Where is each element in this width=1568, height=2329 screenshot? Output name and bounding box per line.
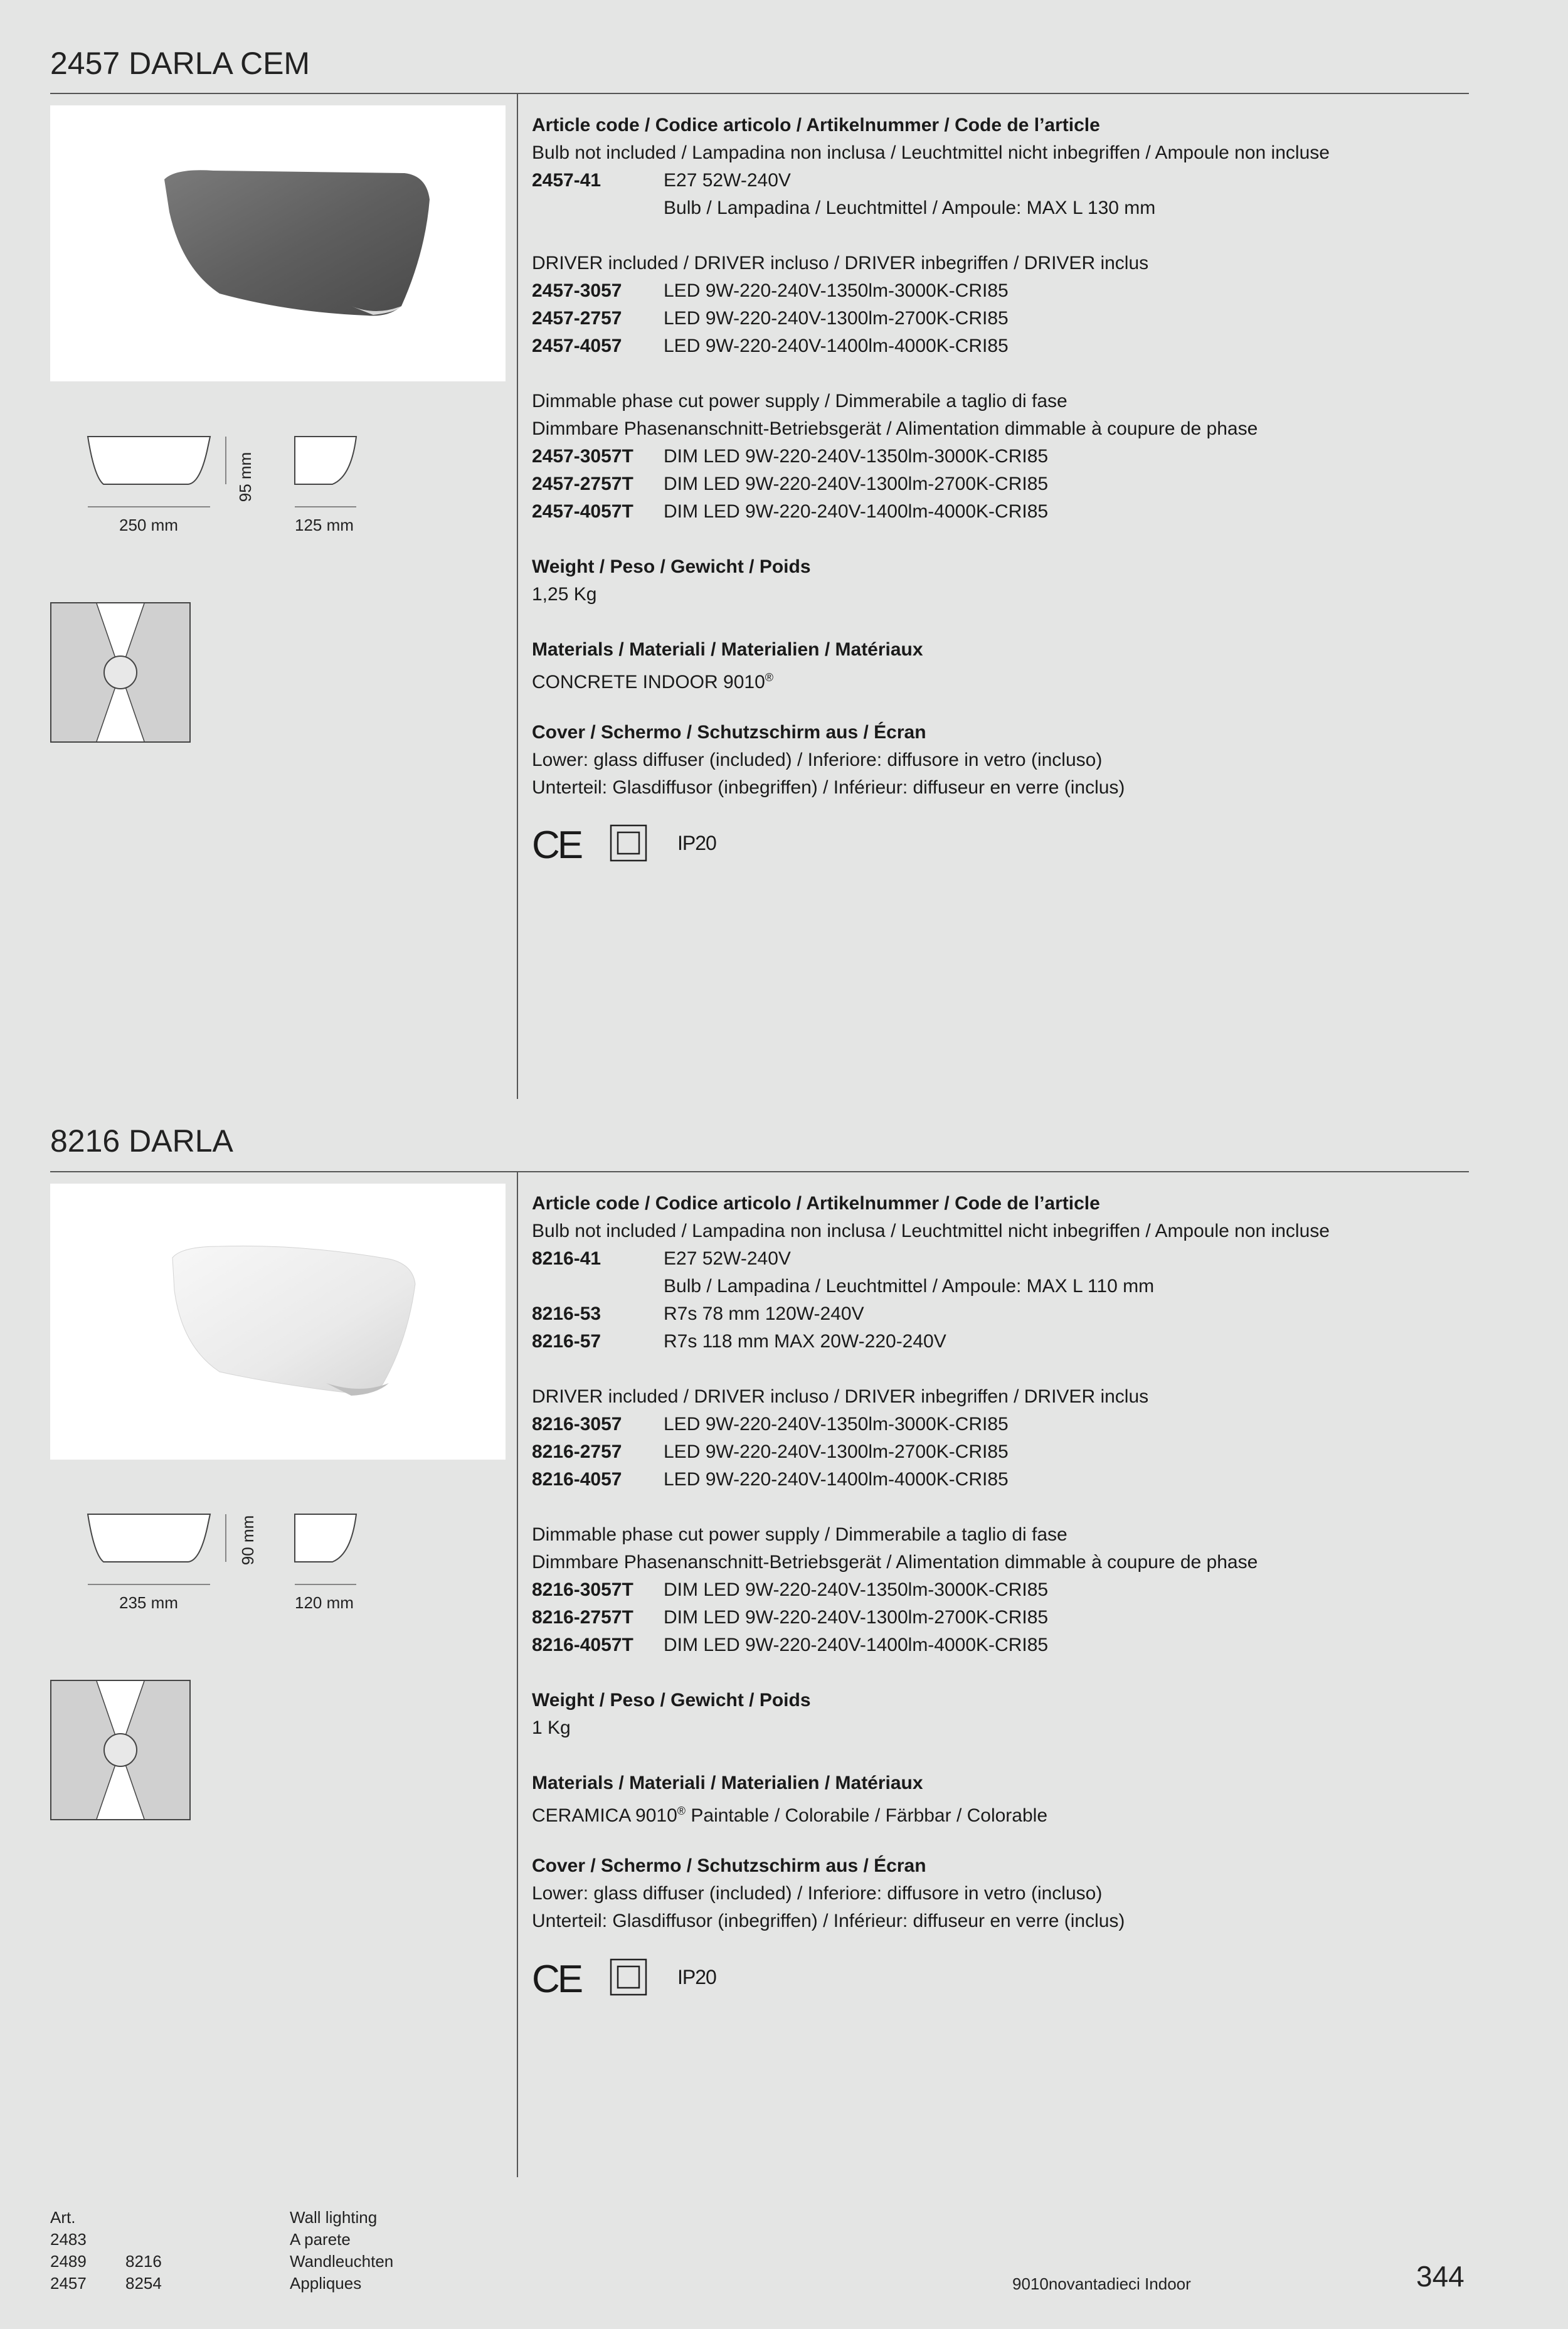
cover-line: Unterteil: Glasdiffusor (inbegriffen) / Inférieur: diffuseur en verre (inclus) — [532, 1911, 1125, 1931]
article-desc: DIM LED 9W-220-240V-1350lm-3000K-CRI85 — [664, 446, 1049, 467]
article-code: 2457-3057T — [532, 446, 633, 467]
article-code: 8216-3057T — [532, 1579, 633, 1600]
materials-name: CERAMICA 9010 — [532, 1805, 677, 1826]
category-line: Appliques — [290, 2274, 362, 2293]
spec-row — [532, 167, 1466, 194]
spec-row — [532, 1466, 1466, 1493]
article-desc: E27 52W-240V — [664, 170, 791, 191]
category-line: Wandleuchten — [290, 2252, 394, 2271]
footer-art-label: Art. — [50, 2208, 76, 2227]
footer-art-code: 8216 — [125, 2252, 162, 2271]
ceramic-lamp-image — [50, 1184, 506, 1460]
article-code: 2457-4057T — [532, 501, 633, 522]
column-divider — [517, 94, 518, 1099]
registered-mark: ® — [677, 1805, 686, 1817]
footer-art-code: 2489 — [50, 2252, 87, 2271]
cover-line: Unterteil: Glasdiffusor (inbegriffen) / Inférieur: diffuseur en verre (inclus) — [532, 777, 1125, 798]
article-desc: LED 9W-220-240V-1400lm-4000K-CRI85 — [664, 336, 1009, 356]
spec-row — [532, 1245, 1466, 1273]
materials-header: Materials / Materiali / Materialien / Matériaux — [532, 639, 923, 660]
article-code: 2457-2757T — [532, 474, 633, 494]
footer-category — [290, 2207, 393, 2295]
materials-name: CONCRETE INDOOR 9010 — [532, 672, 765, 692]
materials-suffix: Paintable / Colorabile / Färbbar / Colorable — [686, 1805, 1048, 1826]
cover-line: Lower: glass diffuser (included) / Inferiore: diffusore in vetro (incluso) — [532, 1883, 1103, 1904]
category-line: A parete — [290, 2230, 351, 2249]
footer-brand: 9010novantadieci Indoor — [1012, 2274, 1191, 2293]
materials-value — [532, 1797, 1466, 1825]
bulb-note: Bulb not included / Lampadina non inclusa / Leuchtmittel nicht inbegriffen / Ampoule non incluse — [532, 142, 1330, 163]
title-rule — [50, 93, 1469, 94]
article-desc: LED 9W-220-240V-1350lm-3000K-CRI85 — [664, 280, 1009, 301]
category-line: Wall lighting — [290, 2208, 378, 2227]
cover-header: Cover / Schermo / Schutzschirm aus / Écran — [532, 722, 926, 743]
article-desc: DIM LED 9W-220-240V-1400lm-4000K-CRI85 — [664, 1635, 1049, 1655]
light-distribution-diagram — [50, 1680, 191, 1820]
ip-rating: IP20 — [677, 1966, 716, 1988]
spec-block — [532, 112, 1466, 802]
footer-art-code: 2483 — [50, 2230, 87, 2249]
dimmable-header: Dimmable phase cut power supply / Dimmerabile a taglio di fase — [532, 1524, 1067, 1545]
cover-line: Lower: glass diffuser (included) / Inferiore: diffusore in vetro (incluso) — [532, 750, 1103, 770]
article-code: 8216-4057 — [532, 1469, 622, 1490]
spec-row — [532, 1300, 1466, 1328]
dimmable-header: Dimmable phase cut power supply / Dimmerabile a taglio di fase — [532, 391, 1067, 411]
article-desc: E27 52W-240V — [664, 1248, 791, 1269]
weight-header: Weight / Peso / Gewicht / Poids — [532, 1690, 811, 1711]
class-ii-icon — [610, 824, 647, 862]
footer-art-code: 8254 — [125, 2274, 162, 2293]
article-code: 8216-2757 — [532, 1441, 622, 1462]
cover-header: Cover / Schermo / Schutzschirm aus / Écran — [532, 1855, 926, 1876]
article-desc: LED 9W-220-240V-1350lm-3000K-CRI85 — [664, 1414, 1009, 1435]
driver-header: DRIVER included / DRIVER incluso / DRIVER inbegriffen / DRIVER inclus — [532, 253, 1149, 273]
product-title: 8216 DARLA — [50, 1123, 233, 1159]
title-rule — [50, 1171, 1469, 1172]
dimmable-header-2: Dimmbare Phasenanschnitt-Betriebsgerät / Alimentation dimmable à coupure de phase — [532, 1552, 1258, 1573]
article-desc: Bulb / Lampadina / Leuchtmittel / Ampoule: MAX L 110 mm — [664, 1276, 1155, 1297]
article-header: Article code / Codice articolo / Artikelnummer / Code de l’article — [532, 1193, 1100, 1214]
weight-header: Weight / Peso / Gewicht / Poids — [532, 556, 811, 577]
depth-label: 125 mm — [295, 516, 354, 534]
spec-row — [532, 1273, 1466, 1300]
spec-row — [532, 1438, 1466, 1466]
spec-row — [532, 1604, 1466, 1631]
article-code: 2457-2757 — [532, 308, 622, 329]
column-divider — [517, 1172, 518, 2177]
driver-header: DRIVER included / DRIVER incluso / DRIVER inbegriffen / DRIVER inclus — [532, 1386, 1149, 1407]
dimmable-header-2: Dimmbare Phasenanschnitt-Betriebsgerät / Alimentation dimmable à coupure de phase — [532, 418, 1258, 439]
article-desc: Bulb / Lampadina / Leuchtmittel / Ampoule: MAX L 130 mm — [664, 198, 1156, 218]
article-desc: DIM LED 9W-220-240V-1300lm-2700K-CRI85 — [664, 1607, 1049, 1628]
article-code: 8216-41 — [532, 1248, 601, 1269]
bulb-note: Bulb not included / Lampadina non inclusa / Leuchtmittel nicht inbegriffen / Ampoule non incluse — [532, 1221, 1330, 1241]
concrete-lamp-image — [50, 105, 506, 381]
ce-mark-icon: CE — [532, 824, 581, 867]
article-code: 8216-4057T — [532, 1635, 633, 1655]
article-desc: R7s 78 mm 120W-240V — [664, 1303, 864, 1324]
article-desc: DIM LED 9W-220-240V-1400lm-4000K-CRI85 — [664, 501, 1049, 522]
spec-row — [532, 1411, 1466, 1438]
spec-row — [532, 1328, 1466, 1355]
product-photo — [50, 1184, 506, 1460]
ip-rating: IP20 — [677, 832, 716, 854]
spec-row — [532, 1576, 1466, 1604]
spec-row — [532, 443, 1466, 470]
materials-value — [532, 664, 1466, 691]
spec-row — [532, 305, 1466, 332]
class-ii-icon — [610, 1958, 647, 1996]
light-distribution-diagram — [50, 602, 191, 743]
article-desc: LED 9W-220-240V-1300lm-2700K-CRI85 — [664, 308, 1009, 329]
footer-article-list — [50, 2207, 201, 2295]
width-label: 250 mm — [119, 516, 178, 534]
article-code: 2457-4057 — [532, 336, 622, 356]
article-header: Article code / Codice articolo / Artikelnummer / Code de l’article — [532, 115, 1100, 135]
weight-value: 1,25 Kg — [532, 584, 597, 605]
article-code: 8216-53 — [532, 1303, 601, 1324]
article-desc: R7s 118 mm MAX 20W-220-240V — [664, 1331, 946, 1352]
article-desc: LED 9W-220-240V-1400lm-4000K-CRI85 — [664, 1469, 1009, 1490]
ce-mark-icon: CE — [532, 1958, 581, 2001]
article-desc: LED 9W-220-240V-1300lm-2700K-CRI85 — [664, 1441, 1009, 1462]
height-label: 90 mm — [238, 1515, 258, 1566]
materials-header: Materials / Materiali / Materialien / Matériaux — [532, 1773, 923, 1793]
article-code: 2457-41 — [532, 170, 601, 191]
spec-row — [532, 194, 1466, 222]
article-code: 8216-3057 — [532, 1414, 622, 1435]
footer-art-code — [125, 2229, 201, 2251]
article-code: 8216-57 — [532, 1331, 601, 1352]
product-title: 2457 DARLA CEM — [50, 46, 310, 81]
spec-block — [532, 1190, 1466, 1935]
depth-label: 120 mm — [295, 1593, 354, 1612]
weight-value: 1 Kg — [532, 1717, 571, 1738]
product-photo — [50, 105, 506, 381]
spec-row — [532, 498, 1466, 526]
article-desc: DIM LED 9W-220-240V-1300lm-2700K-CRI85 — [664, 474, 1049, 494]
footer-art-code: 2457 — [50, 2274, 87, 2293]
spec-row — [532, 1631, 1466, 1659]
article-desc: DIM LED 9W-220-240V-1350lm-3000K-CRI85 — [664, 1579, 1049, 1600]
registered-mark: ® — [765, 671, 774, 684]
spec-row — [532, 277, 1466, 305]
width-label: 235 mm — [119, 1593, 178, 1612]
article-code: 8216-2757T — [532, 1607, 633, 1628]
spec-row — [532, 470, 1466, 498]
height-label: 95 mm — [236, 452, 255, 502]
article-code: 2457-3057 — [532, 280, 622, 301]
page-number: 344 — [1416, 2260, 1465, 2293]
spec-row — [532, 332, 1466, 360]
